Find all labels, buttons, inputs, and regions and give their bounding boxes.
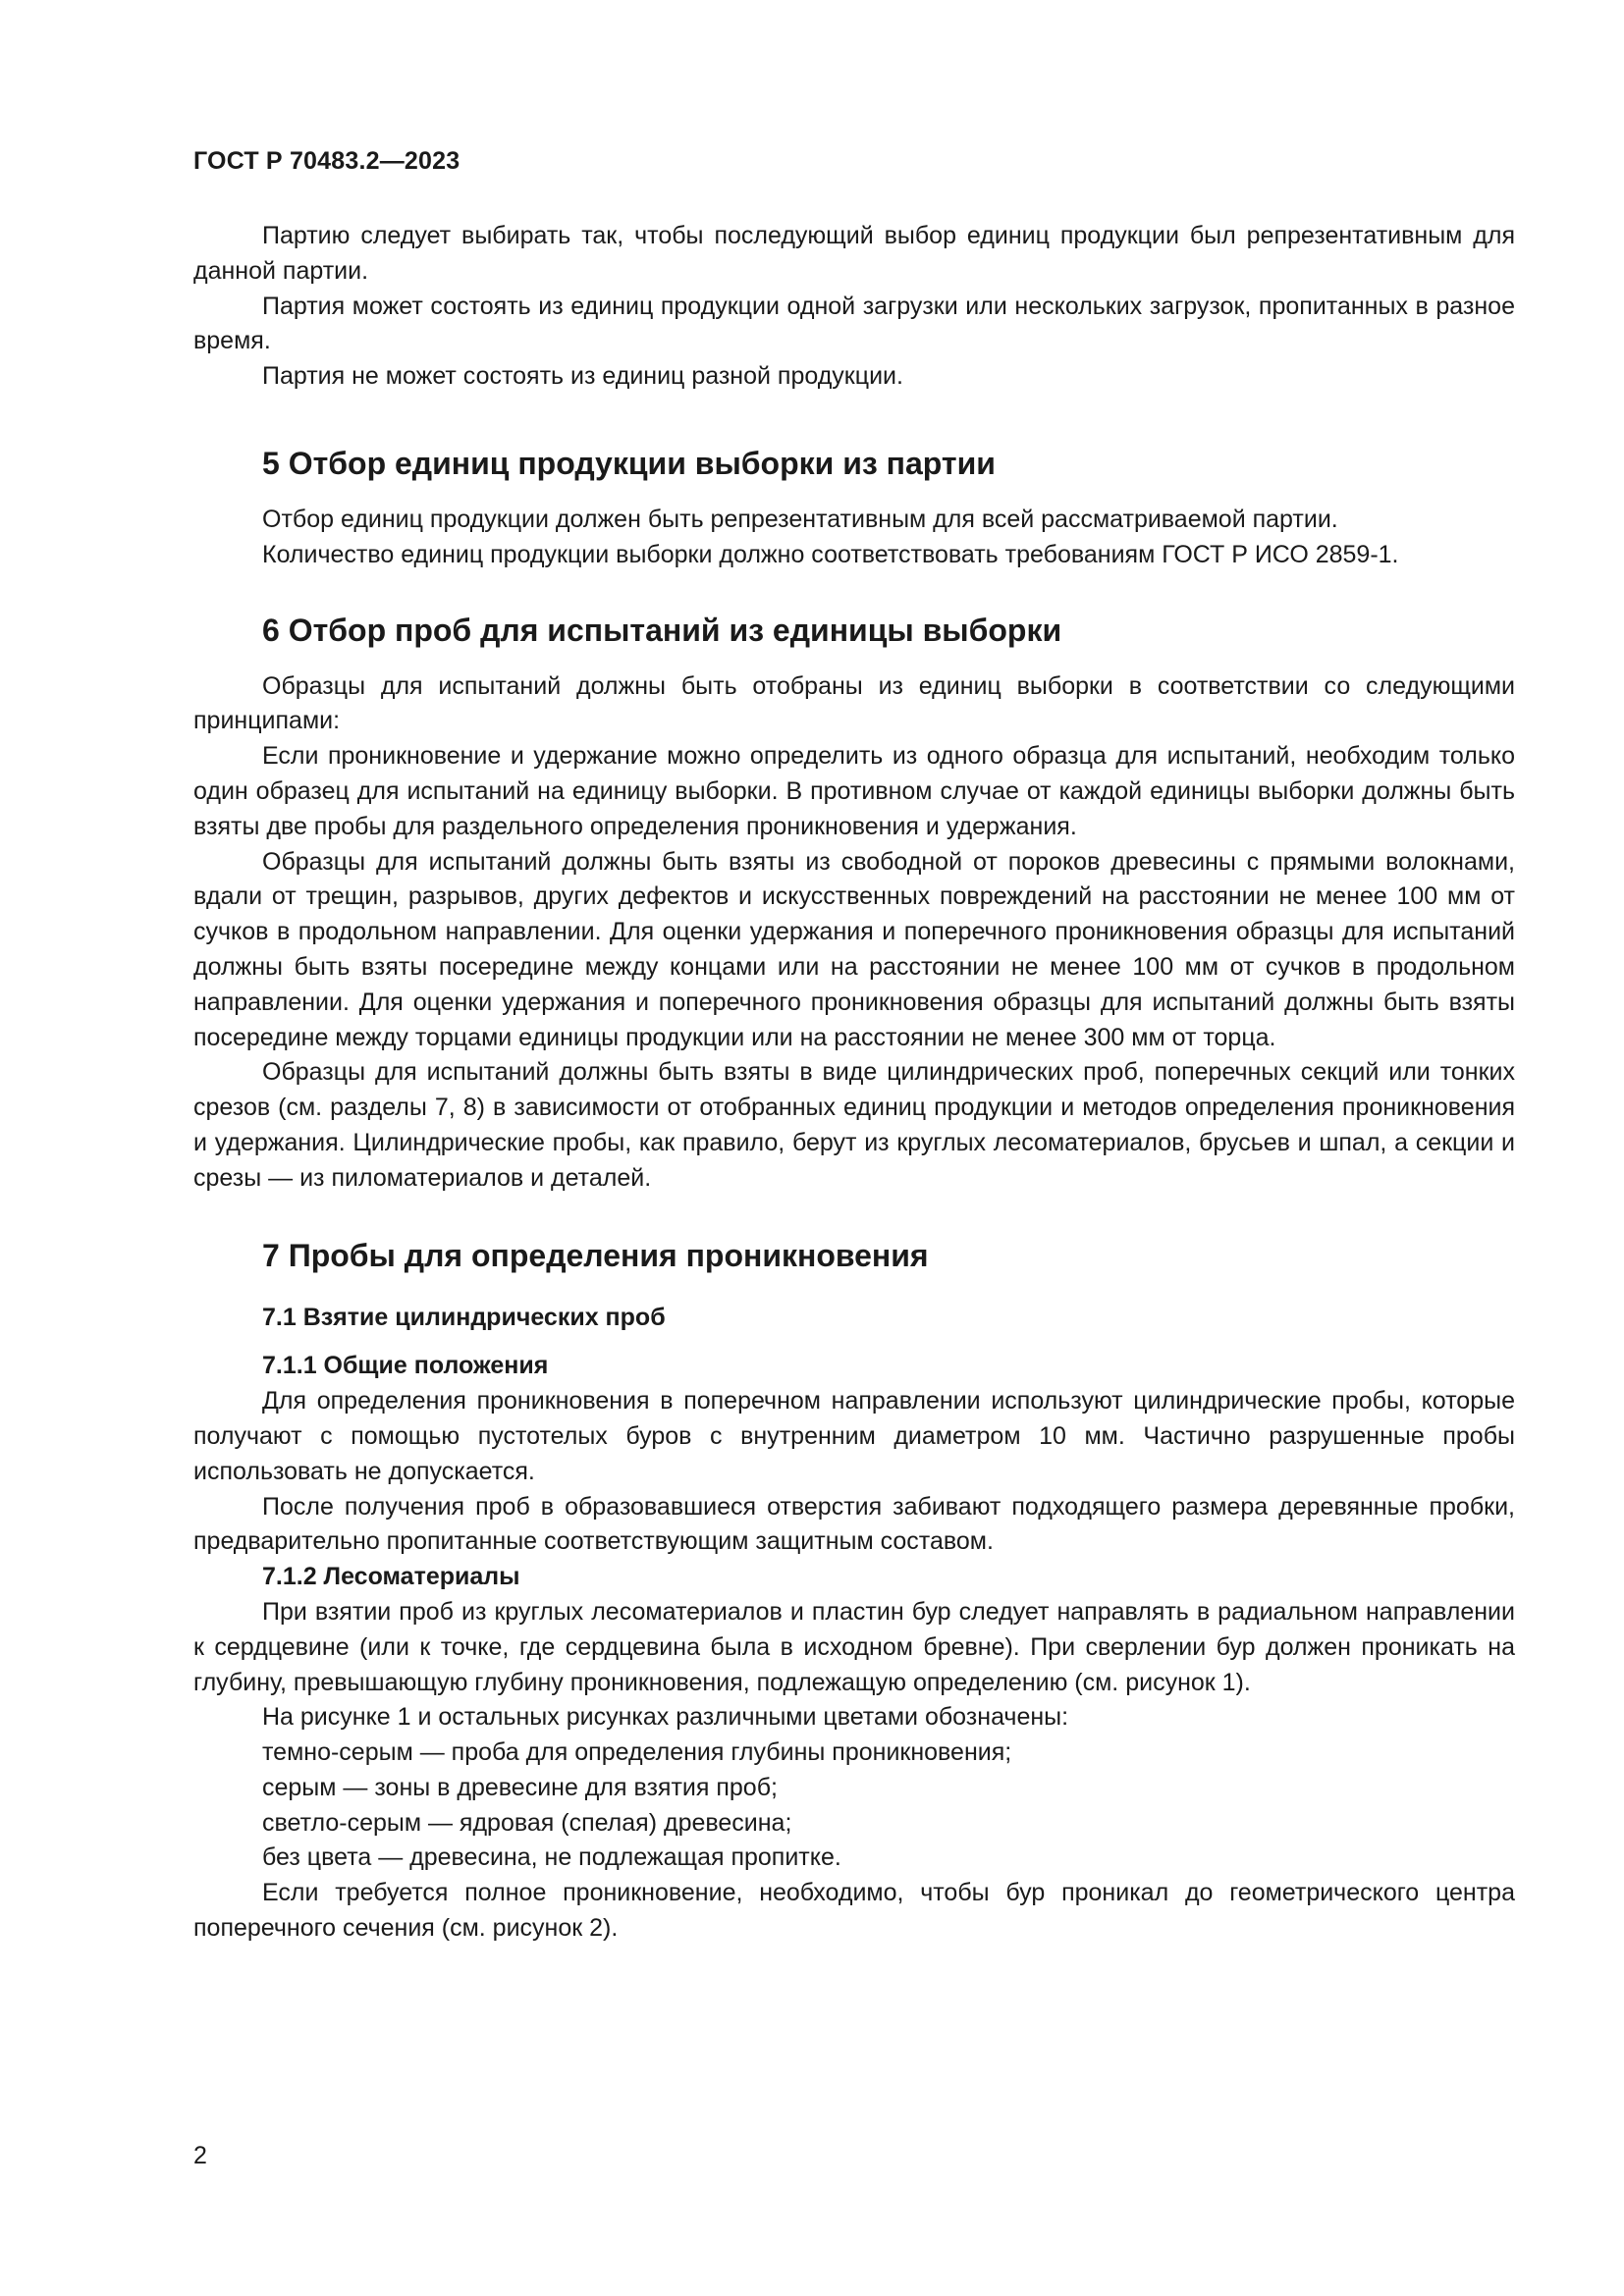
- legend-line: без цвета — древесина, не подлежащая пропитке.: [262, 1843, 841, 1872]
- page-number: 2: [193, 2142, 207, 2169]
- section-6-title: 6 Отбор проб для испытаний из единицы выборки: [262, 612, 1062, 648]
- paragraph: Партия может состоять из единиц продукции одной загрузки или нескольких загрузок, пропитанных в разное время.: [193, 292, 1515, 355]
- paragraph: Отбор единиц продукции должен быть репрезентативным для всей рассматриваемой партии.: [262, 505, 1338, 533]
- paragraph: Количество единиц продукции выборки должно соответствовать требованиям ГОСТ Р ИСО 2859-1.: [262, 540, 1399, 568]
- paragraph: Образцы для испытаний должны быть отобраны из единиц выборки в соответствии со следующими принципами:: [193, 671, 1515, 735]
- section-7-title: 7 Пробы для определения проникновения: [262, 1237, 929, 1273]
- paragraph: Для определения проникновения в поперечном направлении используют цилиндрические пробы, которые получают с помощью пустотелых буров с внутренним диаметром 10 мм. Частично разрушенные пробы использовать не допускается.: [193, 1387, 1515, 1485]
- legend-line: серым — зоны в древесине для взятия проб;: [262, 1773, 778, 1801]
- paragraph: Если проникновение и удержание можно определить из одного образца для испытаний, необходим только один образец для испытаний на единицу выборки. В противном случае от каждой единицы выборки должны быть взяты две пробы для раздельного определения проникновения и удержания.: [193, 742, 1515, 840]
- subsection-7-1-2-title: 7.1.2 Лесоматериалы: [262, 1563, 520, 1591]
- section-5-title: 5 Отбор единиц продукции выборки из партии: [262, 445, 996, 481]
- paragraph: Образцы для испытаний должны быть взяты в виде цилиндрических проб, поперечных секций или тонких срезов (см. разделы 7, 8) в зависимости от отобранных единиц продукции и методов определения проникновения и удержания. Цилиндрические пробы, как правило, берут из круглых лесоматериалов, брусьев и шпал, а секции и срезы — из пиломатериалов и деталей.: [193, 1058, 1515, 1192]
- paragraph: Если требуется полное проникновение, необходимо, чтобы бур проникал до геометрического центра поперечного сечения (см. рисунок 2).: [193, 1879, 1515, 1943]
- legend-line: светло-серым — ядровая (спелая) древесина;: [262, 1808, 792, 1837]
- paragraph: На рисунке 1 и остальных рисунках различными цветами обозначены:: [262, 1703, 1069, 1732]
- paragraph: Партия не может состоять из единиц разной продукции.: [262, 362, 903, 391]
- subsection-7-1-1-title: 7.1.1 Общие положения: [262, 1352, 549, 1380]
- paragraph: Партию следует выбирать так, чтобы последующий выбор единиц продукции был репрезентативным для данной партии.: [193, 222, 1515, 285]
- paragraph: После получения проб в образовавшиеся отверстия забивают подходящего размера деревянные пробки, предварительно пропитанные соответствующим защитным составом.: [193, 1492, 1515, 1556]
- legend-line: темно-серым — проба для определения глубины проникновения;: [262, 1738, 1012, 1767]
- subsection-7-1-title: 7.1 Взятие цилиндрических проб: [262, 1303, 666, 1331]
- document-page: [193, 147, 1515, 1947]
- paragraph: Образцы для испытаний должны быть взяты из свободной от пороков древесины с прямыми волокнами, вдали от трещин, разрывов, других дефектов и искусственных повреждений на расстоянии не менее 100 мм от сучков в продольном направлении. Для оценки удержания и поперечного проникновения образцы для испытаний должны быть взяты посередине между концами или на расстоянии не менее 100 мм от сучков в продольном направлении. Для оценки удержания и поперечного проникновения образцы для испытаний должны быть взяты посередине между торцами единицы продукции или на расстоянии не менее 300 мм от торца.: [193, 847, 1515, 1051]
- paragraph: При взятии проб из круглых лесоматериалов и пластин бур следует направлять в радиальном направлении к сердцевине (или к точке, где сердцевина была в исходном бревне). При сверлении бур должен проникать на глубину, превышающую глубину проникновения, подлежащую определению (см. рисунок 1).: [193, 1597, 1515, 1696]
- document-header: ГОСТ Р 70483.2—2023: [193, 147, 460, 175]
